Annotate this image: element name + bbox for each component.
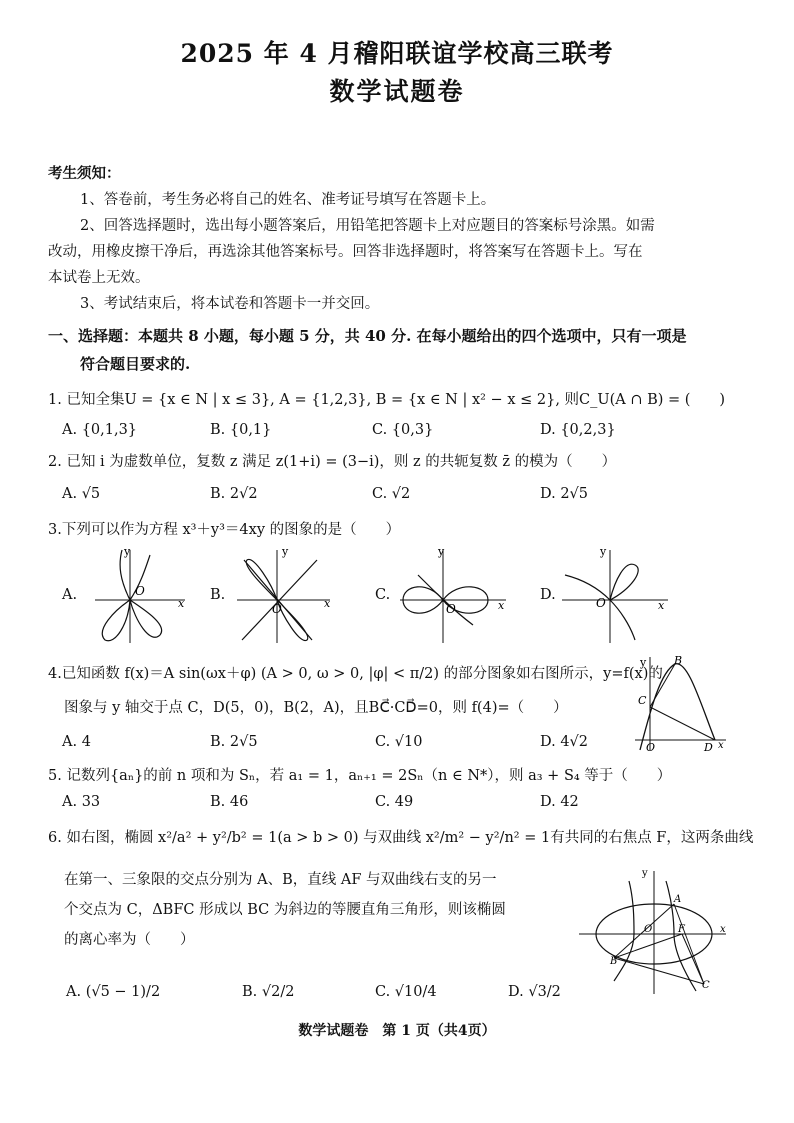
notice-item-2a: 2、回答选择题时，选出每小题答案后，用铅笔把答题卡上对应题目的答案标号涂黑。如需 [80, 218, 655, 234]
q1-option-a: A. {0,1,3} [62, 422, 138, 438]
q6-focus-f: F [678, 924, 685, 935]
q3a-axis-y: y [124, 545, 131, 558]
q5-option-a: A. 33 [62, 794, 101, 810]
q3-option-a: A. [62, 587, 78, 603]
q1-option-b: B. {0,1} [210, 422, 272, 438]
q3c-origin: O [446, 602, 456, 616]
question-5-stem: 5. 记数列{aₙ}的前 n 项和为 Sₙ，若 a₁ = 1，aₙ₊₁ = 2Sₙ（n ∈ N*），则 a₃ + S₄ 等于（ ） [48, 768, 672, 784]
q1-option-c: C. {0,3} [372, 422, 434, 438]
q4-graph [630, 652, 730, 752]
question-1-stem: 1. 已知全集U = {x ∈ N | x ≤ 3}, A = {1,2,3}, B = {x ∈ N | x² − x ≤ 2}, 则C_U(A ∩ B) = ( ) [48, 392, 726, 408]
notice-item-1: 1、答卷前，考生务必将自己的姓名、准考证号填写在答题卡上。 [80, 192, 496, 208]
question-4-stem-1: 4.已知函数 f(x)＝A sin(ωx＋φ) (A > 0, ω > 0, |φ| < π/2) 的部分图象如右图所示，y=f(x)的 [48, 666, 663, 682]
question-6-stem-1: 6. 如右图，椭圆 x²/a² + y²/b² = 1(a > b > 0) 与双曲线 x²/m² − y²/n² = 1有共同的右焦点 F，这两条曲线 [48, 830, 754, 846]
q3-graph-d [560, 545, 670, 645]
q3-graph-b [232, 545, 332, 645]
q3c-axis-y: y [438, 545, 445, 558]
q4-option-b: B. 2√5 [210, 734, 258, 750]
q6-option-a: A. (√5 − 1)/2 [66, 984, 161, 1000]
q6-option-d: D. √3/2 [508, 984, 561, 1000]
q6-point-b: B [610, 956, 618, 967]
question-6-stem-3: 个交点为 C，ΔBFC 形成以 BC 为斜边的等腰直角三角形，则该椭圆 [64, 902, 506, 918]
notice-heading: 考生须知： [48, 165, 121, 182]
q4-option-a: A. 4 [62, 734, 91, 750]
q3b-axis-x: x [324, 597, 331, 610]
q4-option-c: C. √10 [375, 734, 423, 750]
q3a-axis-x: x [178, 597, 185, 610]
q3-option-d: D. [540, 587, 556, 603]
exam-subtitle: 数学试题卷 [329, 77, 465, 106]
q6-option-c: C. √10/4 [375, 984, 437, 1000]
q4-axis-x: x [718, 740, 724, 751]
q2-option-d: D. 2√5 [540, 486, 589, 502]
question-4-stem-2: 图象与 y 轴交于点 C，D(5，0)，B(2，A)，且BC⃗·CD⃗=0，则 f(4)=（ ） [64, 700, 568, 716]
page-footer: 数学试题卷 第 1 页（共4页） [298, 1023, 496, 1039]
notice-item-2b: 改动，用橡皮擦干净后，再选涂其他答案标号。回答非选择题时，将答案写在答题卡上。写在 [48, 244, 643, 260]
q6-point-c: C [702, 980, 710, 991]
q6-axis-x: x [720, 924, 726, 935]
q3-graph-c [398, 545, 508, 645]
q4-axis-y: y [640, 656, 647, 669]
q3-graph-a [90, 545, 190, 645]
q3c-axis-x: x [498, 599, 505, 612]
section-heading-cont: 符合题目要求的. [80, 355, 191, 373]
question-6-stem-2: 在第一、三象限的交点分别为 A、B，直线 AF 与双曲线右支的另一 [64, 872, 497, 888]
q2-option-c: C. √2 [372, 486, 411, 502]
q6-option-b: B. √2/2 [242, 984, 295, 1000]
q3b-origin: O [272, 602, 282, 616]
question-3-stem: 3.下列可以作为方程 x³＋y³＝4xy 的图象的是（ ） [48, 522, 401, 538]
q3d-axis-y: y [600, 545, 607, 558]
q3a-origin: O [135, 584, 145, 598]
q6-graph [574, 866, 734, 996]
question-2-stem: 2. 已知 i 为虚数单位，复数 z 满足 z(1+i) = (3−i)，则 z 的共轭复数 z̄ 的模为（ ） [48, 454, 617, 470]
q3b-axis-y: y [282, 545, 289, 558]
q2-option-b: B. 2√2 [210, 486, 258, 502]
notice-item-2c: 本试卷上无效。 [48, 270, 150, 286]
q3-option-b: B. [210, 587, 226, 603]
q5-option-b: B. 46 [210, 794, 249, 810]
q4-point-b: B [674, 654, 683, 667]
q2-option-a: A. √5 [62, 486, 101, 502]
q4-point-d: D [704, 741, 713, 752]
question-6-stem-4: 的离心率为（ ） [64, 932, 195, 948]
exam-title: 2025 年 4 月稽阳联谊学校高三联考 [180, 39, 614, 68]
q4-origin: O [646, 741, 656, 752]
q5-option-d: D. 42 [540, 794, 579, 810]
q6-point-a: A [674, 894, 682, 905]
q6-origin: O [644, 924, 653, 935]
q6-axis-y: y [642, 868, 648, 879]
q3d-axis-x: x [658, 599, 665, 612]
q1-option-d: D. {0,2,3} [540, 422, 616, 438]
q4-option-d: D. 4√2 [540, 734, 589, 750]
q5-option-c: C. 49 [375, 794, 414, 810]
section-heading: 一、选择题：本题共 8 小题，每小题 5 分，共 40 分. 在每小题给出的四个选项中，只有一项是 [48, 327, 687, 345]
q3-option-c: C. [375, 587, 391, 603]
notice-item-3: 3、考试结束后，将本试卷和答题卡一并交回。 [80, 296, 380, 312]
q4-point-c: C [638, 694, 647, 707]
q3d-origin: O [596, 596, 606, 610]
